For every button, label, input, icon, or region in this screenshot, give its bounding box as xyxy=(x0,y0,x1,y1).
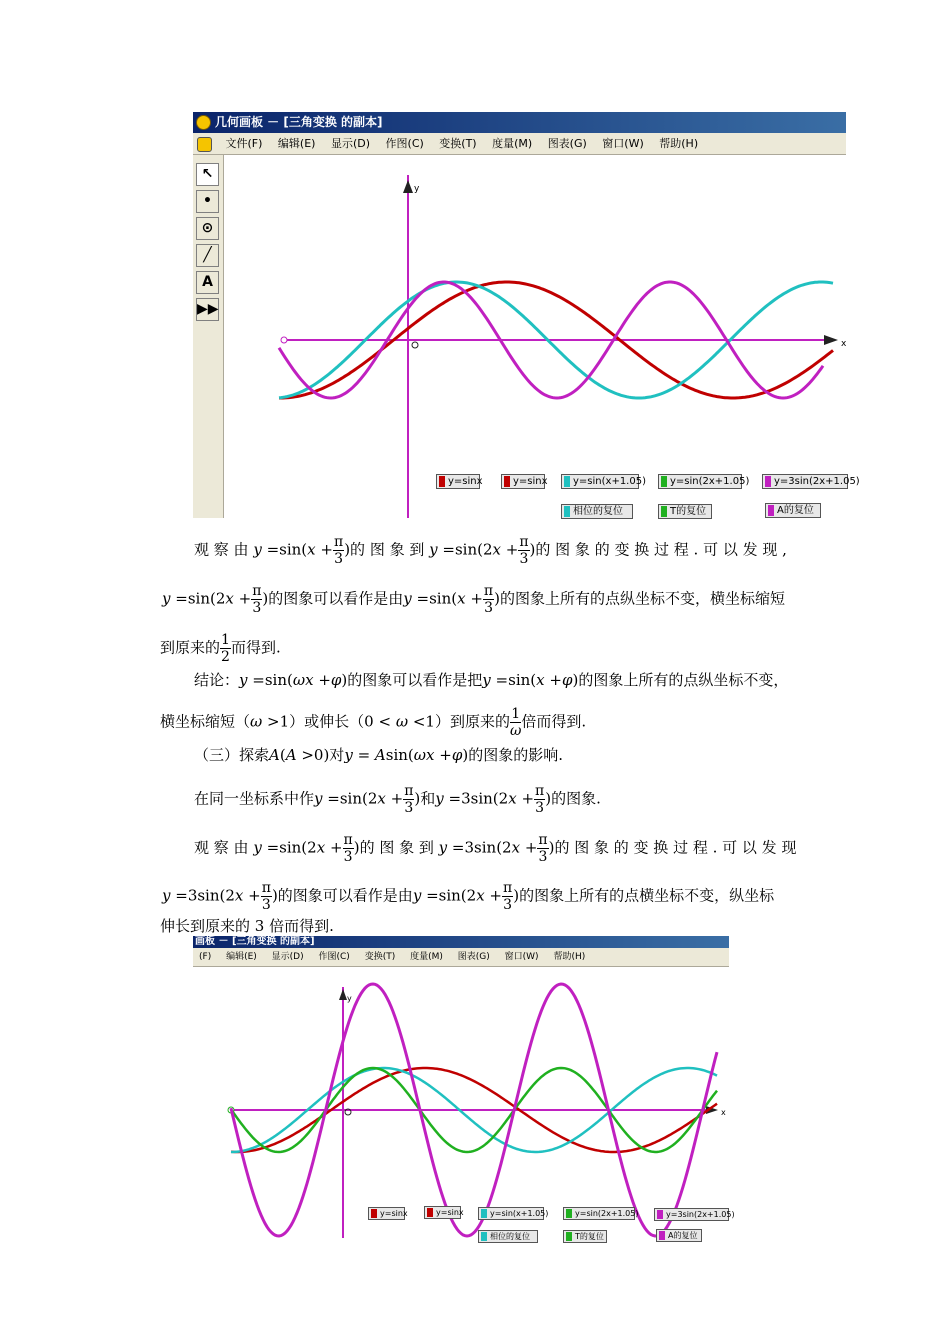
menu-help[interactable]: 帮助(H) xyxy=(553,952,586,962)
y-axis-arrow-icon xyxy=(403,180,413,193)
y-axis-label: y xyxy=(414,184,420,194)
window-title: 几何画板 － [三角变换 的副本] xyxy=(215,115,383,129)
graph-canvas[interactable] xyxy=(224,155,846,518)
text-line-2: y =sin(2x + $\frac{\pi}{3}$ )的图象可以看作是由y =sin(x + $\frac{\pi}{3}$ )的图象上所有的点纵坐标不变，横坐标缩短 xyxy=(162,583,785,616)
menu-display[interactable]: 显示(D) xyxy=(330,137,371,150)
menu-transform[interactable]: 变换(T) xyxy=(439,137,477,150)
control-point[interactable] xyxy=(281,337,287,343)
straightedge-tool-icon[interactable]: ╱ xyxy=(196,244,219,267)
graph-canvas[interactable] xyxy=(193,967,729,1238)
point-tool-icon[interactable]: • xyxy=(196,190,219,213)
menu-graph[interactable]: 图表(G) xyxy=(547,137,587,150)
text-line-6: （三）探索A(A >0)对y = Asin(ωx +φ)的图象的影响. xyxy=(194,746,563,764)
button-a-reset[interactable]: A的复位 xyxy=(765,503,821,518)
menu-file[interactable]: (F) xyxy=(199,952,212,962)
button-y-sinx-1[interactable]: y=sinx xyxy=(368,1207,405,1220)
text-line-9: y =3sin(2x + $\frac{\pi}{3}$ )的图象可以看作是由y =sin(2x + $\frac{\pi}{3}$ )的图象上所有的点横坐标不变，纵坐标 xyxy=(162,880,775,913)
window-title: 画板 － [三角变换 的副本] xyxy=(195,936,315,947)
y-axis-arrow-icon xyxy=(339,989,347,1000)
menu-file[interactable]: 文件(F) xyxy=(225,137,263,150)
text-tool-icon[interactable]: A xyxy=(196,271,219,294)
menu-edit[interactable]: 编辑(E) xyxy=(277,137,316,150)
text-line-10: 伸长到原来的 3 倍而得到. xyxy=(160,917,334,935)
sketchpad-app-icon xyxy=(196,115,211,130)
menu-measure[interactable]: 度量(M) xyxy=(492,137,533,150)
arrow-select-tool-icon[interactable]: ↖ xyxy=(196,163,219,186)
x-axis-label: x xyxy=(841,339,847,349)
button-y-sinx-2[interactable]: y=sinx xyxy=(424,1206,461,1219)
button-y-sin-x-1-05[interactable]: y=sin(x+1.05) xyxy=(561,474,639,489)
menu-help[interactable]: 帮助(H) xyxy=(659,137,699,150)
button-y-3sin-2x-1-05[interactable]: y=3sin(2x+1.05) xyxy=(654,1208,729,1221)
menu-window[interactable]: 窗口(W) xyxy=(504,952,539,962)
button-t-reset[interactable]: T的复位 xyxy=(658,504,712,519)
button-y-3sin-2x-1-05[interactable]: y=3sin(2x+1.05) xyxy=(762,474,848,489)
text-line-5: 横坐标缩短（ω >1）或伸长（0 < ω <1）到原来的 $\frac{1}{\omega}$ 倍而得到. xyxy=(160,706,587,739)
button-a-reset[interactable]: A的复位 xyxy=(656,1229,702,1242)
button-y-sinx-2[interactable]: y=sinx xyxy=(501,474,545,489)
menu-transform[interactable]: 变换(T) xyxy=(364,952,396,962)
x-axis-arrow-icon xyxy=(824,335,838,345)
text-line-8: 观 察 由 y =sin(2x + $\frac{\pi}{3}$ )的 图 象 到 y =3sin(2x + $\frac{\pi}{3}$ )的 图 象 的 变 换 过 程 . 可 以 发 现 xyxy=(194,832,797,865)
toolbox xyxy=(193,155,224,518)
document-icon[interactable] xyxy=(197,137,212,152)
button-y-sin-2x-1-05[interactable]: y=sin(2x+1.05) xyxy=(563,1207,635,1220)
button-phase-reset[interactable]: 相位的复位 xyxy=(561,504,633,519)
y-axis-label: y xyxy=(347,994,352,1003)
menu-edit[interactable]: 编辑(E) xyxy=(226,952,257,962)
compass-tool-icon[interactable]: ⊙ xyxy=(196,217,219,240)
menu-window[interactable]: 窗口(W) xyxy=(602,137,644,150)
menu-bar xyxy=(193,948,729,967)
sketchpad-screenshot-2 xyxy=(193,936,735,1241)
custom-tool-icon[interactable]: ▶▶ xyxy=(196,298,219,321)
menu-bar xyxy=(193,133,846,155)
button-t-reset[interactable]: T的复位 xyxy=(563,1230,607,1243)
text-line-1: 观 察 由 y =sin(x + $\frac{\pi}{3}$ )的 图 象 到 y =sin(2x + $\frac{\pi}{3}$ )的 图 象 的 变 换 过 程 . 可 以 发 现 , xyxy=(194,534,787,567)
button-y-sinx-1[interactable]: y=sinx xyxy=(436,474,480,489)
button-y-sin-2x-1-05[interactable]: y=sin(2x+1.05) xyxy=(658,474,742,489)
text-line-7: 在同一坐标系中作y =sin(2x + $\frac{\pi}{3}$ )和y =3sin(2x + $\frac{\pi}{3}$ )的图象. xyxy=(194,783,601,816)
menu-measure[interactable]: 度量(M) xyxy=(410,952,443,962)
button-y-sin-x-1-05[interactable]: y=sin(x+1.05) xyxy=(478,1207,544,1220)
x-axis-label: x xyxy=(721,1108,726,1117)
menu-display[interactable]: 显示(D) xyxy=(271,952,304,962)
menu-graph[interactable]: 图表(G) xyxy=(457,952,490,962)
button-phase-reset[interactable]: 相位的复位 xyxy=(478,1230,538,1243)
origin-point[interactable] xyxy=(412,342,418,348)
sketchpad-screenshot-1 xyxy=(193,112,860,518)
text-line-3: 到原来的 $\frac{1}{2}$ 而得到. xyxy=(160,632,281,665)
menu-construct[interactable]: 作图(C) xyxy=(318,952,350,962)
window-title-bar xyxy=(193,112,846,133)
menu-construct[interactable]: 作图(C) xyxy=(385,137,424,150)
window-title-bar-cropped xyxy=(193,936,729,948)
text-line-4: 结论：y =sin(ωx +φ)的图象可以看作是把y =sin(x +φ)的图象上所有的点纵坐标不变， xyxy=(194,671,789,689)
